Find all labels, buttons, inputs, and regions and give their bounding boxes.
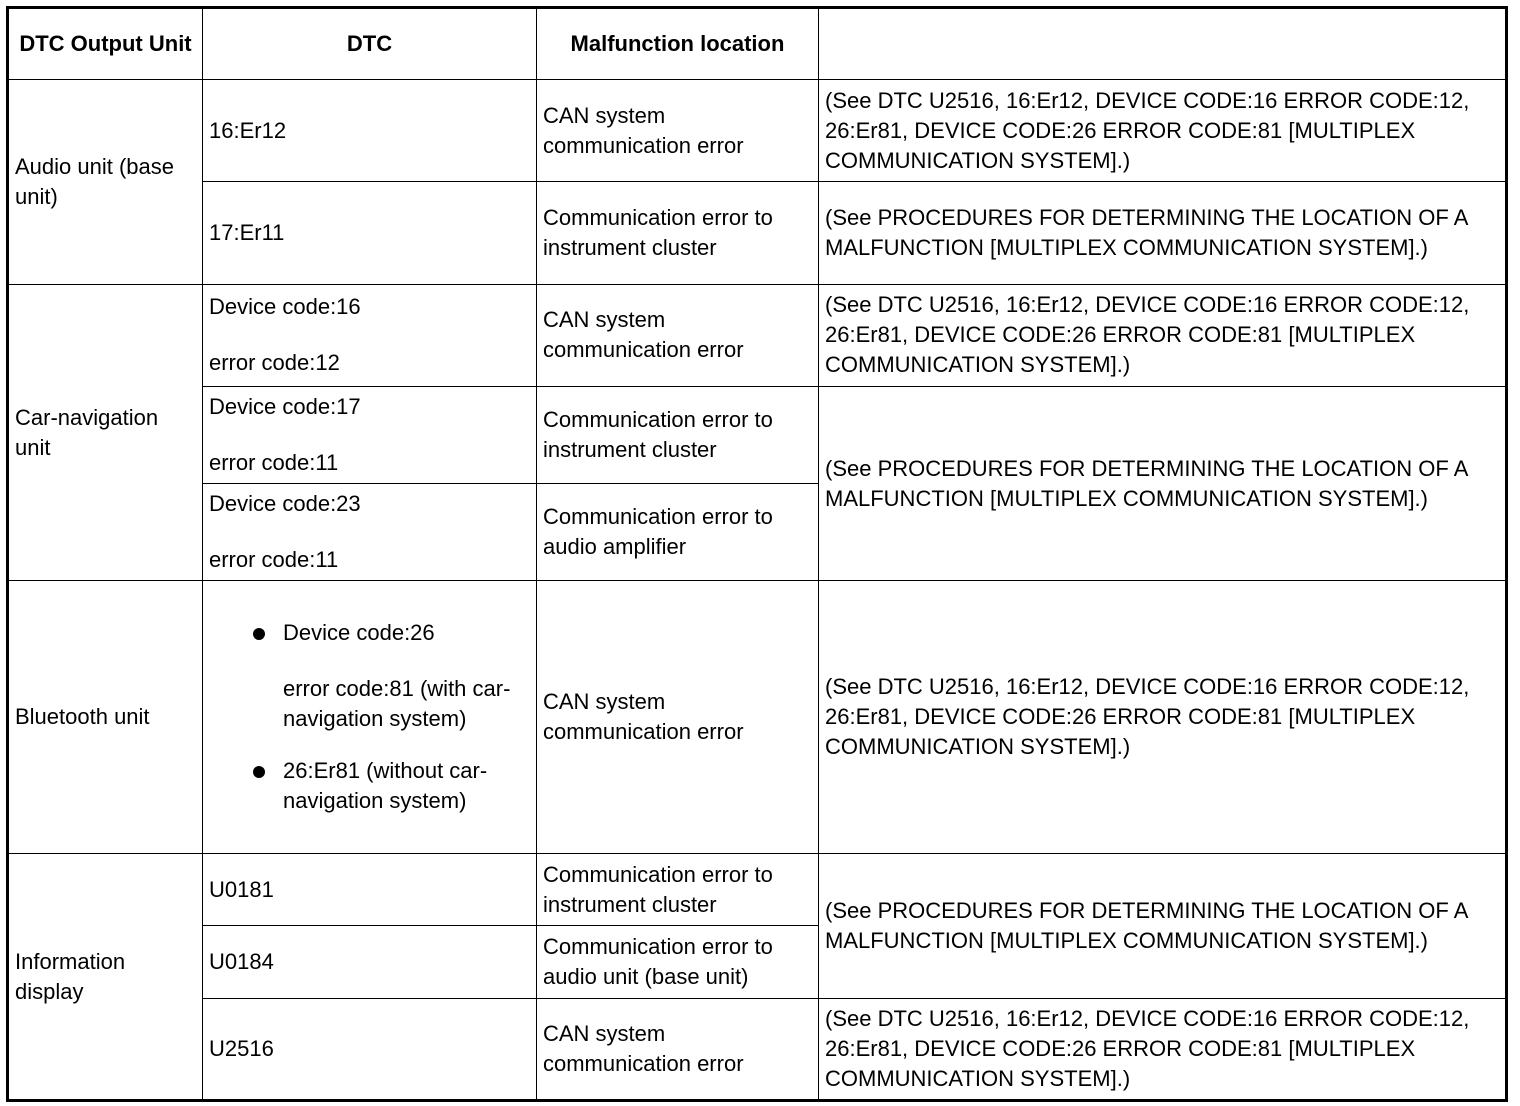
dtc-cell: U2516 [203, 998, 537, 1100]
table-row [8, 998, 1507, 1100]
reference-cell: (See DTC U2516, 16:Er12, DEVICE CODE:16 ERROR CODE:12, 26:Er81, DEVICE CODE:26 ERROR CODE:81 [MULTIPLEX COMMUNICATION SYSTEM].) [819, 581, 1507, 854]
reference-cell: (See PROCEDURES FOR DETERMINING THE LOCATION OF A MALFUNCTION [MULTIPLEX COMMUNICATION SYSTEM].) [819, 386, 1507, 581]
unit-cell: Bluetooth unit [8, 581, 203, 854]
location-cell: Communication error to instrument cluster [537, 386, 819, 483]
bullet-icon [253, 628, 265, 640]
reference-cell: (See DTC U2516, 16:Er12, DEVICE CODE:16 ERROR CODE:12, 26:Er81, DEVICE CODE:26 ERROR CODE:81 [MULTIPLEX COMMUNICATION SYSTEM].) [819, 284, 1507, 386]
header-reference [819, 8, 1507, 80]
header-dtc: DTC [203, 8, 537, 80]
unit-cell: Information display [8, 854, 203, 1101]
unit-cell: Audio unit (base unit) [8, 80, 203, 285]
dtc-error-code: error code:81 (with car-navigation system) [283, 676, 511, 732]
table-row [8, 386, 1507, 483]
dtc-device-code: Device code:16 [209, 294, 361, 320]
header-malfunction-location: Malfunction location [537, 8, 819, 80]
dtc-cell [203, 484, 537, 581]
header-row [8, 8, 1507, 80]
dtc-device-code: Device code:23 [209, 491, 361, 517]
list-item [283, 618, 530, 734]
dtc-cell: 17:Er11 [203, 182, 537, 284]
dtc-cell [203, 284, 537, 386]
location-cell: Communication error to instrument cluster [537, 182, 819, 284]
location-cell: CAN system communication error [537, 581, 819, 854]
dtc-cell: 16:Er12 [203, 80, 537, 182]
dtc-cell: U0184 [203, 926, 537, 998]
table-row [8, 182, 1507, 284]
location-cell: CAN system communication error [537, 284, 819, 386]
bullet-icon [253, 766, 265, 778]
unit-cell: Car-navigation unit [8, 284, 203, 581]
dtc-code: 26:Er81 (without car-navigation system) [283, 758, 488, 814]
dtc-cell [203, 581, 537, 854]
location-cell: Communication error to audio amplifier [537, 484, 819, 581]
dtc-error-code: error code:11 [209, 450, 339, 476]
location-cell: CAN system communication error [537, 998, 819, 1100]
dtc-device-code: Device code:17 [209, 394, 361, 420]
dtc-error-code: error code:12 [209, 350, 340, 376]
reference-cell: (See DTC U2516, 16:Er12, DEVICE CODE:16 ERROR CODE:12, 26:Er81, DEVICE CODE:26 ERROR CODE:81 [MULTIPLEX COMMUNICATION SYSTEM].) [819, 80, 1507, 182]
location-cell: Communication error to audio unit (base unit) [537, 926, 819, 998]
reference-cell: (See DTC U2516, 16:Er12, DEVICE CODE:16 ERROR CODE:12, 26:Er81, DEVICE CODE:26 ERROR CODE:81 [MULTIPLEX COMMUNICATION SYSTEM].) [819, 998, 1507, 1100]
dtc-error-code: error code:11 [209, 547, 339, 573]
dtc-cell [203, 386, 537, 483]
table-row [8, 854, 1507, 926]
table-row [8, 284, 1507, 386]
dtc-bullet-list [209, 618, 530, 816]
dtc-table [6, 6, 1508, 1102]
header-dtc-output-unit: DTC Output Unit [8, 8, 203, 80]
dtc-cell: U0181 [203, 854, 537, 926]
table-row [8, 80, 1507, 182]
location-cell: CAN system communication error [537, 80, 819, 182]
table-row [8, 581, 1507, 854]
dtc-device-code: Device code:26 [283, 620, 435, 646]
list-item [283, 756, 530, 816]
reference-cell: (See PROCEDURES FOR DETERMINING THE LOCATION OF A MALFUNCTION [MULTIPLEX COMMUNICATION SYSTEM].) [819, 182, 1507, 284]
reference-cell: (See PROCEDURES FOR DETERMINING THE LOCATION OF A MALFUNCTION [MULTIPLEX COMMUNICATION SYSTEM].) [819, 854, 1507, 998]
location-cell: Communication error to instrument cluster [537, 854, 819, 926]
